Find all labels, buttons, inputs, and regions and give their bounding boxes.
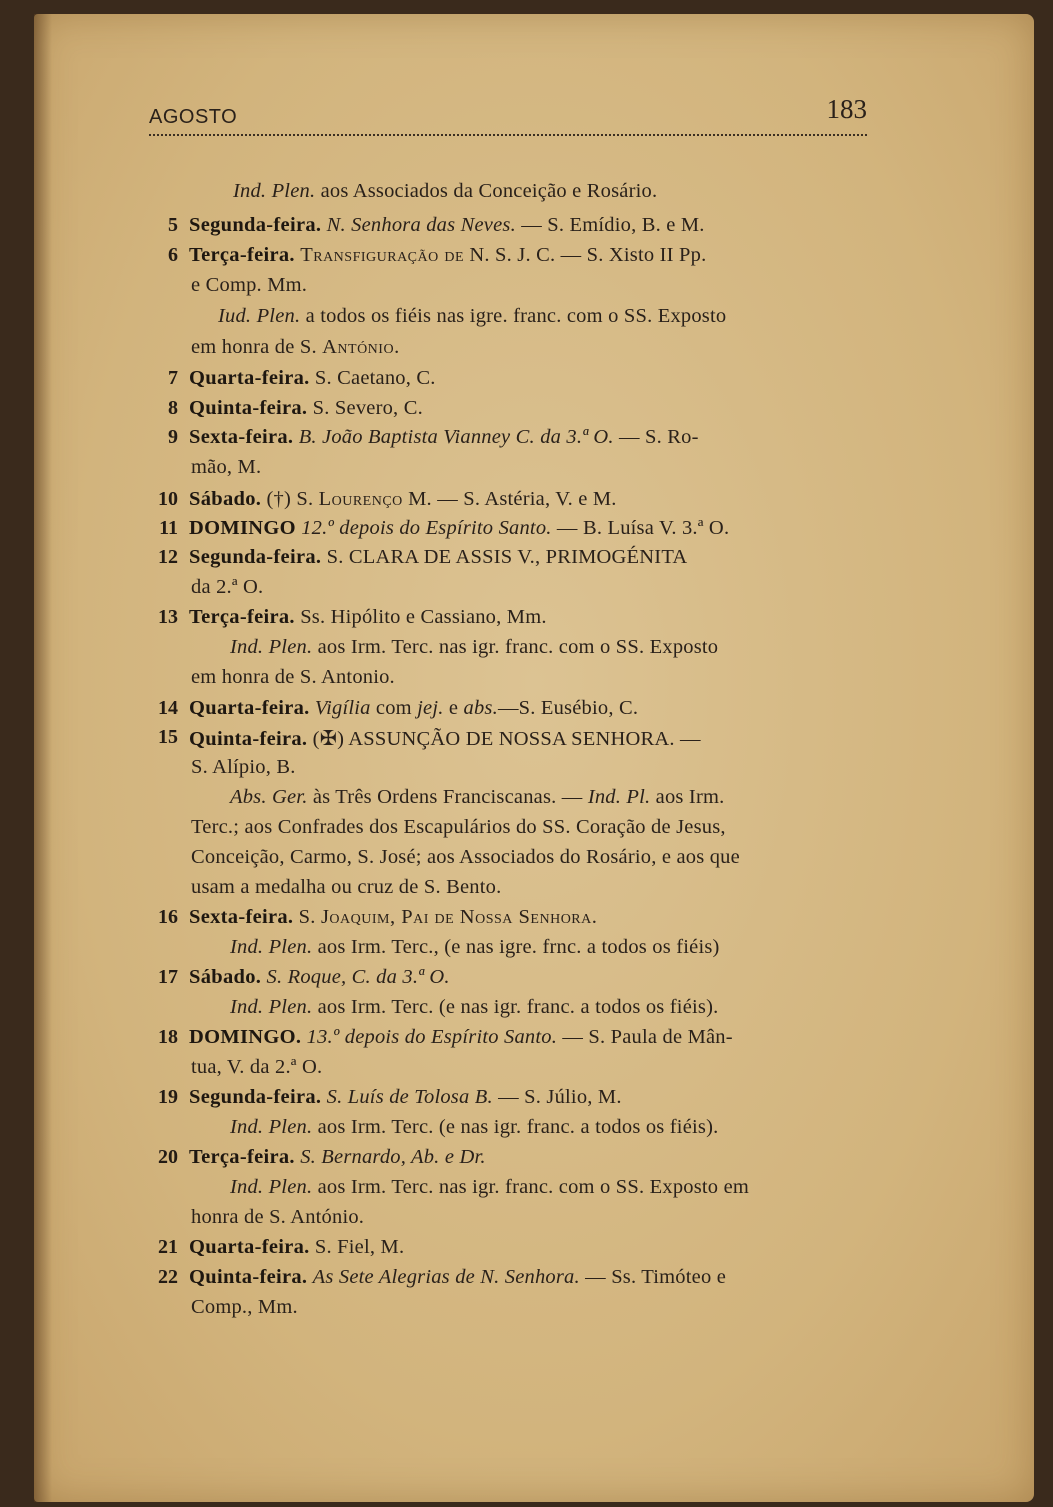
italic-text: Ind. Plen.: [230, 636, 313, 658]
calendar-continuation-line: [230, 1176, 749, 1199]
calendar-continuation-line: [191, 1296, 298, 1319]
italic-text: jej.: [417, 697, 444, 719]
calendar-entry-line: [189, 906, 597, 929]
weekday-label: Quarta-feira.: [189, 697, 310, 719]
calendar-entry-line: [189, 1146, 486, 1169]
italic-text: 13.º depois do Espírito Santo.: [306, 1026, 558, 1048]
italic-text: Ind. Plen.: [230, 1176, 313, 1198]
calendar-entry-line: [189, 517, 729, 540]
calendar-entry-line: [189, 214, 705, 237]
entry-text: em honra de S.: [191, 336, 323, 358]
day-number: 21: [158, 1236, 178, 1258]
entry-text: a todos os fiéis nas igre. franc. com o SS. Exposto: [300, 305, 727, 327]
day-number: 15: [158, 726, 178, 748]
calendar-entry-line: [189, 966, 450, 989]
day-number: 17: [158, 966, 178, 988]
calendar-continuation-line: [230, 1116, 718, 1139]
entry-text: aos Irm. Terc. (e nas igr. franc. a todos os fiéis).: [312, 1116, 719, 1138]
calendar-entry-line: [189, 1026, 733, 1049]
entry-text: com: [370, 697, 418, 719]
entry-text: N. S. J. C. — S. Xisto II Pp.: [464, 244, 707, 266]
day-number: 22: [158, 1266, 178, 1288]
entry-text: — S. Júlio, M.: [492, 1086, 622, 1108]
day-number: 13: [158, 606, 178, 628]
weekday-label: Sexta-feira.: [189, 426, 294, 448]
entry-text: — S. Emídio, B. e M.: [515, 214, 705, 236]
entry-text: aos Irm. Terc., (e nas igre. frnc. a todos os fiéis): [312, 936, 720, 958]
italic-text: As Sete Alegrias de N. Senhora.: [312, 1266, 580, 1288]
month-title: AGOSTO: [149, 106, 238, 128]
calendar-continuation-line: [191, 576, 263, 599]
small-caps-text: Transfiguração de: [300, 244, 465, 266]
calendar-entry-line: [189, 546, 687, 569]
day-number: 8: [168, 397, 178, 419]
italic-text: Ind. Plen.: [230, 936, 313, 958]
weekday-label: Terça-feira.: [189, 1146, 295, 1168]
italic-text: S. Roque, C. da 3.ª O.: [266, 966, 450, 988]
day-number: 20: [158, 1146, 178, 1168]
entry-text: Ss. Hipólito e Cassiano, Mm.: [294, 606, 547, 628]
small-caps-text: António.: [322, 336, 400, 358]
calendar-continuation-line: [230, 936, 720, 959]
weekday-label: Sexta-feira.: [189, 906, 294, 928]
day-number: 5: [168, 214, 178, 236]
page-header: [149, 94, 867, 136]
italic-text: abs.: [463, 697, 498, 719]
entry-text: — S. Ro-: [613, 426, 699, 448]
day-number: 12: [158, 546, 178, 568]
calendar-entry-line: [189, 1086, 622, 1109]
entry-text: honra de S. António.: [191, 1206, 365, 1228]
entry-text: aos Irm. Terc. nas igr. franc. com o SS. Exposto: [312, 636, 719, 658]
calendar-entry-line: [189, 367, 436, 390]
weekday-label: Segunda-feira.: [189, 214, 322, 236]
entry-text: M. — S. Astéria, V. e M.: [402, 488, 617, 510]
italic-text: Ind. Plen.: [230, 1116, 313, 1138]
calendar-continuation-line: [191, 1056, 322, 1079]
italic-text: S. Luís de Tolosa B.: [326, 1086, 493, 1108]
entry-text: Comp., Mm.: [191, 1296, 298, 1318]
italic-text: Ind. Pl.: [587, 786, 651, 808]
entry-text: S.: [293, 906, 321, 928]
weekday-label: Quinta-feira.: [189, 728, 308, 750]
italic-text: Abs. Ger.: [230, 786, 308, 808]
weekday-label: DOMINGO: [189, 517, 296, 539]
weekday-label: Quinta-feira.: [189, 397, 308, 419]
entry-text: —S. Eusébio, C.: [497, 697, 639, 719]
weekday-label: Terça-feira.: [189, 244, 295, 266]
day-number: 16: [158, 906, 178, 928]
weekday-label: Quarta-feira.: [189, 1236, 310, 1258]
entry-text: aos Irm. Terc. (e nas igr. franc. a todos os fiéis).: [312, 996, 719, 1018]
day-number: 9: [168, 426, 178, 448]
entry-text: (†) S.: [261, 488, 319, 510]
weekday-label: Quarta-feira.: [189, 367, 310, 389]
entry-text: S. CLARA DE ASSIS V., PRIMOGÉNITA: [321, 546, 688, 568]
italic-text: Ind. Plen.: [233, 180, 316, 202]
entry-text: S. Severo, C.: [307, 397, 423, 419]
entry-text: tua, V. da 2.ª O.: [191, 1056, 323, 1078]
page-number: 183: [826, 94, 867, 124]
entry-text: às Três Ordens Franciscanas. —: [307, 786, 588, 808]
calendar-entry-line: [189, 697, 638, 720]
weekday-label: Segunda-feira.: [189, 546, 322, 568]
calendar-continuation-line: [233, 180, 657, 203]
entry-text: — B. Luísa V. 3.ª O.: [551, 517, 730, 539]
entry-text: Terc.; aos Confrades dos Escapulários do SS. Coração de Jesus,: [191, 816, 726, 838]
calendar-entry-line: [189, 606, 547, 629]
italic-text: Ind. Plen.: [230, 996, 313, 1018]
calendar-continuation-line: [191, 336, 400, 359]
weekday-label: Quinta-feira.: [189, 1266, 308, 1288]
entry-text: S. Fiel, M.: [309, 1236, 405, 1258]
entry-text: Conceição, Carmo, S. José; aos Associados do Rosário, e aos que: [191, 846, 740, 868]
italic-text: 12.º depois do Espírito Santo.: [301, 517, 552, 539]
calendar-continuation-line: [191, 876, 501, 899]
calendar-entry-line: [189, 1236, 404, 1259]
entry-text: aos Irm.: [650, 786, 725, 808]
calendar-entry-line: [189, 1266, 726, 1289]
weekday-label: DOMINGO.: [189, 1026, 302, 1048]
weekday-label: Segunda-feira.: [189, 1086, 322, 1108]
calendar-entry-line: [189, 488, 617, 511]
entry-text: usam a medalha ou cruz de S. Bento.: [191, 876, 502, 898]
italic-text: S. Bernardo, Ab. e Dr.: [300, 1146, 486, 1168]
calendar-continuation-line: [191, 274, 307, 297]
day-number: 18: [158, 1026, 178, 1048]
italic-text: N. Senhora das Neves.: [326, 214, 516, 236]
entry-text: S. Alípio, B.: [191, 756, 296, 778]
calendar-continuation-line: [230, 786, 724, 809]
calendar-continuation-line: [191, 816, 726, 839]
entry-text: S. Caetano, C.: [309, 367, 436, 389]
day-number: 14: [158, 697, 178, 719]
entry-text: aos Associados da Conceição e Rosário.: [315, 180, 658, 202]
entry-text: aos Irm. Terc. nas igr. franc. com o SS. Exposto em: [312, 1176, 750, 1198]
italic-text: Vigília: [314, 697, 371, 719]
calendar-continuation-line: [191, 456, 261, 479]
calendar-continuation-line: [191, 666, 395, 689]
small-caps-text: Lourenço: [318, 488, 403, 510]
small-caps-text: Joaquim, Pai de Nossa Senhora.: [320, 906, 598, 928]
calendar-continuation-line: [230, 636, 718, 659]
weekday-label: Terça-feira.: [189, 606, 295, 628]
italic-text: Iud. Plen.: [218, 305, 301, 327]
entry-text: — Ss. Timóteo e: [579, 1266, 727, 1288]
calendar-continuation-line: [191, 846, 740, 869]
calendar-continuation-line: [191, 1206, 364, 1229]
calendar-continuation-line: [191, 756, 296, 779]
calendar-entry-line: [189, 244, 706, 267]
entry-text: em honra de S. Antonio.: [191, 666, 395, 688]
calendar-entry-line: [189, 426, 699, 449]
weekday-label: Sábado.: [189, 488, 262, 510]
page-edge-shadow: [34, 14, 52, 1502]
entry-text: e Comp. Mm.: [191, 274, 308, 296]
weekday-label: Sábado.: [189, 966, 262, 988]
entry-text: da 2.ª O.: [191, 576, 264, 598]
entry-text: mão, M.: [191, 456, 262, 478]
day-number: 7: [168, 367, 178, 389]
italic-text: B. João Baptista Vianney C. da 3.ª O.: [298, 426, 614, 448]
entry-text: e: [443, 697, 464, 719]
calendar-entry-line: [189, 726, 701, 751]
day-number: 10: [158, 488, 178, 510]
calendar-continuation-line: [218, 305, 726, 328]
day-number: 19: [158, 1086, 178, 1108]
calendar-continuation-line: [230, 996, 718, 1019]
entry-text: (✠) ASSUNÇÃO DE NOSSA SENHORA. —: [307, 728, 701, 750]
day-number: 6: [168, 244, 178, 266]
day-number: 11: [159, 517, 178, 539]
entry-text: — S. Paula de Mân-: [557, 1026, 733, 1048]
calendar-entry-line: [189, 397, 423, 420]
